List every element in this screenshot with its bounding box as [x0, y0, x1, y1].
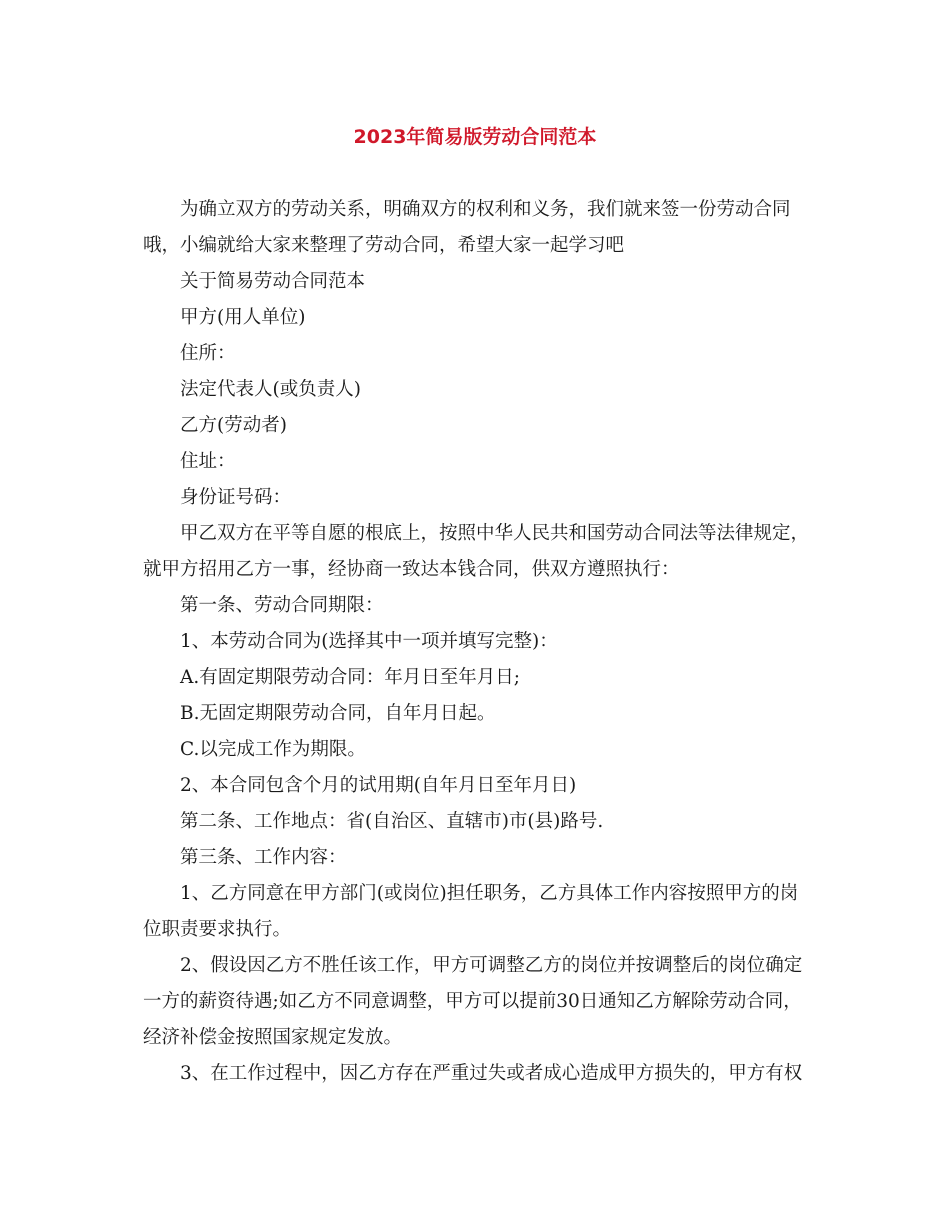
document-body	[143, 192, 813, 1092]
article-3-item-1: 1、乙方同意在甲方部门(或岗位)担任职务，乙方具体工作内容按照甲方的岗位职责要求执行。	[143, 883, 799, 940]
article-3-heading: 第三条、工作内容：	[180, 847, 347, 868]
article-1-option-b: B.无固定期限劳动合同，自年月日起。	[180, 703, 496, 724]
article-3-item-3: 3、在工作过程中，因乙方存在严重过失或者成心造成甲方损失的，甲方有权	[180, 1063, 803, 1084]
paragraph-agreement: 甲乙双方在平等自愿的根底上，按照中华人民共和国劳动合同法等法律规定，就甲方招用乙方一事，经协商一致达本钱合同，供双方遵照执行：	[143, 523, 810, 580]
paragraph-heading: 关于简易劳动合同范本	[180, 271, 366, 292]
article-2: 第二条、工作地点：省(自治区、直辖市)市(县)路号.	[180, 811, 604, 832]
article-1-item-1: 1、本劳动合同为(选择其中一项并填写完整)：	[180, 631, 558, 652]
article-1-option-a: A.有固定期限劳动合同：年月日至年月日;	[180, 667, 520, 688]
field-party-b: 乙方(劳动者)	[180, 415, 287, 436]
article-1-option-c: C.以完成工作为期限。	[180, 739, 366, 760]
field-address-b: 住址：	[180, 451, 236, 472]
article-1-heading: 第一条、劳动合同期限：	[180, 595, 384, 616]
article-3-item-2: 2、假设因乙方不胜任该工作，甲方可调整乙方的岗位并按调整后的岗位确定一方的薪资待遇;如乙方不同意调整，甲方可以提前30日通知乙方解除劳动合同，经济补偿金按照国家规定发放。	[143, 955, 803, 1048]
field-party-a: 甲方(用人单位)	[180, 307, 306, 328]
field-address-a: 住所：	[180, 343, 236, 364]
paragraph-intro: 为确立双方的劳动关系，明确双方的权利和义务，我们就来签一份劳动合同哦，小编就给大家来整理了劳动合同，希望大家一起学习吧	[143, 199, 791, 256]
field-id-number: 身份证号码：	[180, 487, 292, 508]
article-1-item-2: 2、本合同包含个月的试用期(自年月日至年月日)	[180, 775, 577, 796]
document-title: 2023年简易版劳动合同范本	[353, 126, 597, 148]
field-legal-rep: 法定代表人(或负责人)	[180, 379, 361, 400]
